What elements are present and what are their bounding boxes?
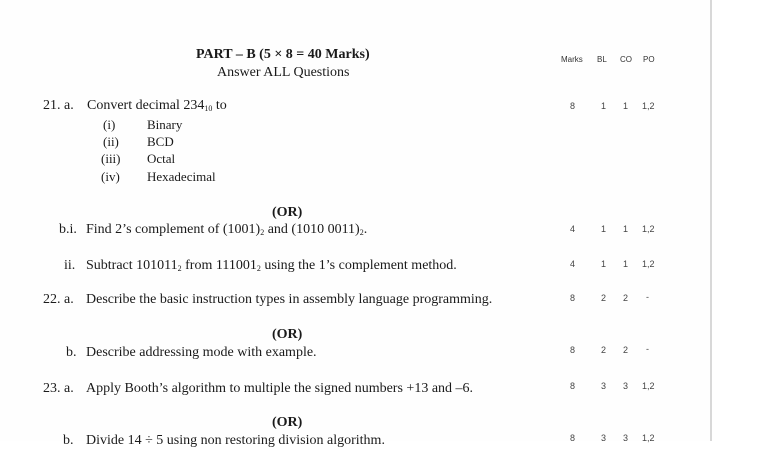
q23b-po: 1,2 [642, 433, 655, 443]
q21a-option-roman: (iv) [101, 169, 120, 184]
q23a-marks: 8 [570, 381, 576, 391]
col-header-po: PO [643, 55, 655, 64]
q21a-text-post: to [212, 98, 227, 113]
q23b-bl: 3 [601, 433, 607, 443]
col-header-marks: Marks [561, 55, 583, 64]
q21bii-co: 1 [623, 259, 629, 269]
q21bii-t2: from 111001 [181, 258, 257, 273]
q22b-marks: 8 [570, 345, 576, 355]
q21bi-number: b.i. [59, 222, 77, 237]
q21bi-t2: and (1010 0011) [264, 222, 360, 237]
q22b-number: b. [66, 345, 77, 360]
q21bi-s2: 2 [359, 228, 364, 237]
q21a-option-roman: (ii) [103, 134, 119, 149]
q23b-text: Divide 14 ÷ 5 using non restoring division algorithm. [86, 433, 385, 448]
q21bi-t1: Find 2’s complement of (1001) [86, 222, 261, 237]
q22a-po: - [646, 292, 649, 302]
q22b-po: - [646, 344, 649, 354]
q21a-text-sub: 10 [204, 104, 213, 113]
q22b-co: 2 [623, 345, 629, 355]
page-edge [710, 0, 712, 441]
q21bii-s2: 2 [256, 264, 261, 273]
q21bii-number: ii. [64, 258, 76, 273]
q21a-option-label: Octal [147, 151, 176, 166]
q21bii-bl: 1 [601, 259, 607, 269]
q21bi-bl: 1 [601, 224, 607, 234]
q21a-option-roman: (iii) [101, 151, 121, 166]
q21bi-marks: 4 [570, 224, 576, 234]
q21a-option-roman: (i) [103, 117, 116, 132]
q22a-marks: 8 [570, 293, 576, 303]
q21a-option-label: Binary [147, 117, 183, 132]
q21bii-s1: 2 [177, 264, 182, 273]
q23a-number: 23. a. [43, 381, 74, 396]
part-title: PART – B (5 × 8 = 40 Marks) [196, 47, 370, 62]
q21a-text [87, 98, 227, 114]
instruction: Answer ALL Questions [217, 65, 350, 80]
q21a-marks: 8 [570, 101, 576, 111]
q21a-bl: 1 [601, 101, 607, 111]
or-divider: (OR) [272, 415, 303, 430]
q22a-number: 22. a. [43, 292, 74, 307]
q22b-text: Describe addressing mode with example. [86, 345, 317, 360]
q22b-bl: 2 [601, 345, 607, 355]
q21bii-po: 1,2 [642, 259, 655, 269]
q23a-text: Apply Booth’s algorithm to multiple the signed numbers +13 and –6. [86, 381, 474, 396]
q21bi-po: 1,2 [642, 224, 655, 234]
q21a-co: 1 [623, 101, 629, 111]
q21bii-t3: using the 1’s complement method. [260, 258, 457, 273]
q23a-po: 1,2 [642, 381, 655, 391]
q21bi-text [86, 222, 367, 238]
q21a-option-label: BCD [147, 134, 174, 149]
q23b-number: b. [63, 433, 74, 448]
q21bi-co: 1 [623, 224, 629, 234]
col-header-co: CO [620, 55, 632, 64]
col-header-bl: BL [597, 55, 607, 64]
q21a-text-pre: Convert decimal 234 [87, 98, 205, 113]
q21a-option-label: Hexadecimal [147, 169, 216, 184]
q21bii-marks: 4 [570, 259, 576, 269]
q23b-co: 3 [623, 433, 629, 443]
q21bi-t3: . [363, 222, 368, 237]
q23a-bl: 3 [601, 381, 607, 391]
q23b-marks: 8 [570, 433, 576, 443]
q21a-number: 21. a. [43, 98, 74, 113]
q22a-co: 2 [623, 293, 629, 303]
q21bii-t1: Subtract 101011 [86, 258, 178, 273]
q22a-text: Describe the basic instruction types in assembly language programming. [86, 292, 493, 307]
or-divider: (OR) [272, 327, 303, 342]
or-divider: (OR) [272, 205, 303, 220]
q21a-po: 1,2 [642, 101, 655, 111]
q22a-bl: 2 [601, 293, 607, 303]
q21bii-text [86, 258, 457, 274]
q21bi-s1: 2 [260, 228, 265, 237]
q23a-co: 3 [623, 381, 629, 391]
